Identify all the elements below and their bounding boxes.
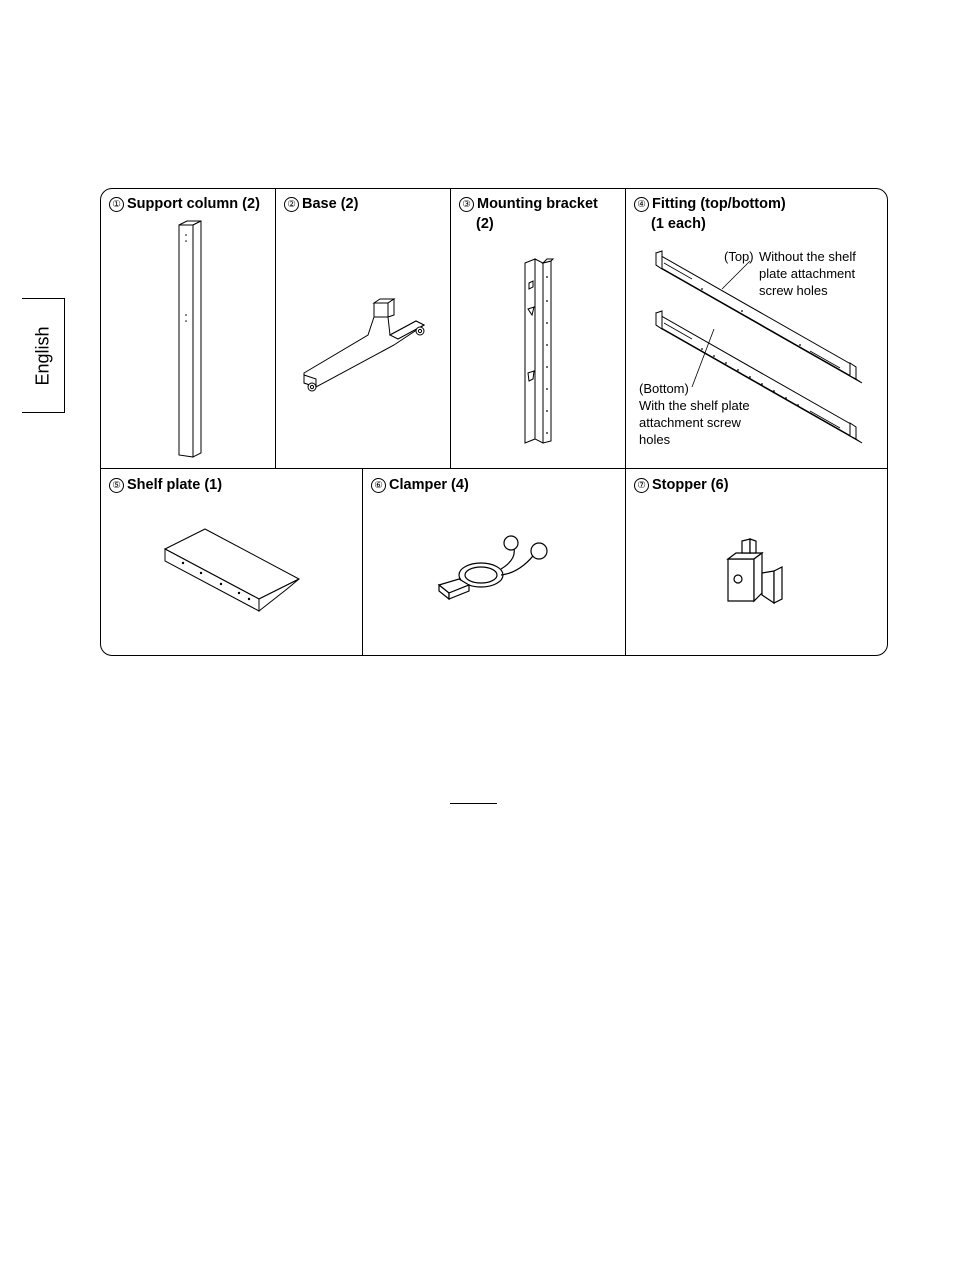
part-number: ④ bbox=[634, 197, 649, 212]
part-label bbox=[284, 194, 358, 214]
shelf-plate-illustration bbox=[163, 527, 303, 623]
fitting-bottom-caption-3: holes bbox=[639, 432, 671, 447]
language-tab[interactable] bbox=[22, 298, 65, 413]
part-number: ② bbox=[284, 197, 299, 212]
fitting-bottom-caption-2: attachment screw bbox=[639, 415, 741, 430]
part-cell-support-column bbox=[101, 189, 276, 469]
part-label bbox=[109, 475, 222, 495]
part-name: Shelf plate (1) bbox=[127, 477, 223, 493]
mounting-bracket-illustration bbox=[521, 257, 561, 447]
base-illustration bbox=[298, 295, 428, 395]
part-number: ③ bbox=[459, 197, 474, 212]
part-cell-mounting-bracket bbox=[451, 189, 626, 469]
part-cell-clamper bbox=[363, 469, 626, 656]
part-name: Mounting bracket bbox=[477, 196, 598, 212]
part-cell-fitting bbox=[626, 189, 888, 469]
part-cell-base bbox=[276, 189, 451, 469]
part-label bbox=[459, 194, 598, 234]
part-number: ① bbox=[109, 197, 124, 212]
fitting-bottom-tag: (Bottom) bbox=[639, 381, 689, 396]
support-column-illustration bbox=[175, 219, 215, 459]
part-name: Base (2) bbox=[302, 196, 359, 212]
part-cell-shelf-plate bbox=[101, 469, 363, 656]
part-label bbox=[634, 194, 786, 234]
part-cell-stopper bbox=[626, 469, 888, 656]
part-name: Support column (2) bbox=[127, 196, 260, 212]
part-number: ⑥ bbox=[371, 478, 386, 493]
fitting-top-caption-2: plate attachment bbox=[759, 266, 856, 281]
part-name: Fitting (top/bottom) bbox=[652, 196, 786, 212]
part-label bbox=[634, 475, 729, 495]
part-name: Clamper (4) bbox=[389, 477, 469, 493]
part-name-line-2: (1 each) bbox=[651, 216, 706, 232]
parts-list-table bbox=[100, 188, 888, 656]
fitting-bottom-caption-1: With the shelf plate bbox=[639, 398, 750, 413]
part-number: ⑤ bbox=[109, 478, 124, 493]
part-label bbox=[371, 475, 469, 495]
fitting-top-tag: (Top) bbox=[724, 249, 754, 264]
fitting-top-caption-3: screw holes bbox=[759, 283, 828, 298]
part-name-line-2: (2) bbox=[476, 216, 494, 232]
language-tab-label: English bbox=[32, 325, 53, 386]
part-name: Stopper (6) bbox=[652, 477, 729, 493]
fitting-top-caption-1: Without the shelf bbox=[759, 249, 856, 264]
clamper-illustration bbox=[435, 535, 555, 607]
footer-rule bbox=[450, 803, 497, 804]
part-number: ⑦ bbox=[634, 478, 649, 493]
part-label bbox=[109, 194, 260, 214]
stopper-illustration bbox=[724, 537, 788, 607]
